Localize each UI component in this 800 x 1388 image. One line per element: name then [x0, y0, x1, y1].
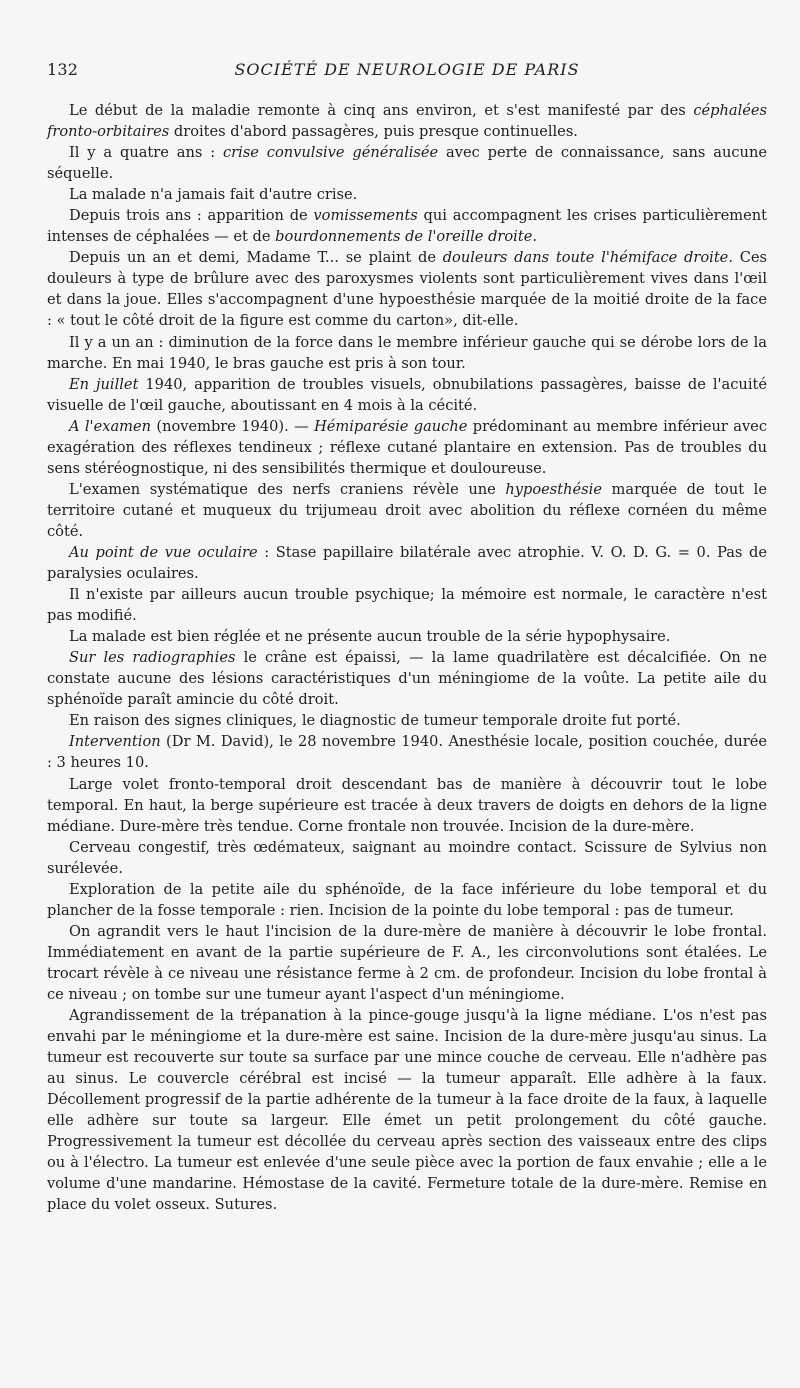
- paragraph: [47, 879, 767, 921]
- paragraph: [47, 731, 767, 773]
- paragraph: [47, 542, 767, 584]
- italic-phrase: bourdonnements de l'oreille droite.: [275, 228, 537, 246]
- italic-phrase: douleurs dans toute l'hémiface droite.: [442, 249, 733, 267]
- text-run: : Stase papillaire bilatérale avec atrophie. V. O. D. G. = 0. Pas de paralysies oculaires.: [47, 543, 767, 583]
- italic-phrase: crise convulsive généralisée: [223, 144, 439, 162]
- text-run: En raison des signes cliniques, le diagnostic de tumeur temporale droite fut porté.: [69, 712, 681, 730]
- italic-phrase: Sur les radiographies: [69, 649, 236, 667]
- paragraph: [47, 1005, 767, 1215]
- text-run: Ces douleurs à type de brûlure avec des paroxysmes violents sont particulièrement vives dans l'œil et dans la joue. Elles s'accompagnent d'une hypoesthésie marquée de la moitié droite de la face : « tout le côté droit de la figure est comme du carton», dit-elle.: [47, 249, 768, 330]
- text-run: qui accompagnent les crises particulièrement intenses de céphalées — et de: [47, 207, 767, 246]
- text-run: Le début de la maladie remonte à cinq ans environ, et s'est manifesté par des: [69, 102, 694, 119]
- paragraph: [47, 626, 767, 647]
- article-body: [47, 100, 767, 1215]
- text-run: Agrandissement de la trépanation à la pince-gouge jusqu'à la ligne médiane. L'os n'est pas envahi par le méningiome et la dure-mère est saine. Incision de la dure-mère jusqu'au sinus. La tumeur est recouverte sur toute sa surface par une mince couche de cerveau. Elle n'adhère pas au sinus. Le couvercle cérébral est incisé — la tumeur apparaît. Elle adhère à la faux. Décollement progressif de la partie adhérente de la tumeur à la face droite de la faux, à laquelle elle adhère sur toute sa largeur. Elle émet un petit prolongement du côté gauche. Progressivement la tumeur est décollée du cerveau après section des vaisseaux entre des clips ou à l'électro. La tumeur est enlevée d'une seule pièce avec la portion de faux envahie ; elle a le volume d'une mandarine. Hémostase de la cavité. Fermeture totale de la dure-mère. Remise en place du volet osseux. Sutures.: [47, 1007, 767, 1214]
- italic-phrase: hypoesthésie: [505, 480, 602, 498]
- text-run: On agrandit vers le haut l'incision de la dure-mère de manière à découvrir le lobe frontal. Immédiatement en avant de la partie supérieure de F. A., les circonvolutions sont étalées. Le trocart révèle à ce niveau une résistance ferme à 2 cm. de profondeur. Incision du lobe frontal à ce niveau ; on tombe sur une tumeur ayant l'aspect d'un méningiome.: [47, 922, 767, 1003]
- paragraph: [47, 647, 767, 710]
- text-run: Cerveau congestif, très œdémateux, saignant au moindre contact. Scissure de Sylvius non surélevée.: [47, 838, 767, 877]
- text-run: Large volet fronto-temporal droit descendant bas de manière à découvrir tout le lobe temporal. En haut, la berge supérieure est tracée à deux travers de doigts en dehors de la ligne médiane. Dure-mère très tendue. Corne frontale non trouvée. Incision de la dure-mère.: [47, 775, 767, 835]
- paragraph: [47, 374, 767, 416]
- italic-phrase: Hémiparésie gauche: [314, 417, 468, 435]
- paragraph: [47, 774, 767, 837]
- text-run: L'examen systématique des nerfs craniens révèle une: [69, 480, 506, 498]
- italic-phrase: A l'examen: [69, 417, 152, 435]
- paragraph: [47, 247, 767, 331]
- running-title: SOCIÉTÉ DE NEUROLOGIE DE PARIS: [234, 60, 580, 79]
- text-run: Depuis un an et demi, Madame T... se plaint de: [69, 249, 443, 267]
- paragraph: [47, 921, 767, 1005]
- italic-phrase: En juillet: [69, 375, 139, 393]
- paragraph: [47, 837, 767, 879]
- text-run: Exploration de la petite aile du sphénoïde, de la face inférieure du lobe temporal et du plancher de la fosse temporale : rien. Incision de la pointe du lobe temporal : pas de tumeur.: [47, 880, 767, 919]
- paragraph: [47, 142, 767, 184]
- text-run: Depuis trois ans : apparition de: [69, 207, 314, 225]
- text-run: marquée de tout le territoire cutané et muqueux du trijumeau droit avec abolition du réflexe cornéen du même côté.: [47, 480, 767, 540]
- page-number: 132: [47, 60, 79, 79]
- page-header: [47, 60, 767, 86]
- paragraph: [47, 332, 767, 374]
- text-run: (Dr M. David), le 28 novembre 1940. Anesthésie locale, position couchée, durée : 3 heures 10.: [47, 733, 767, 772]
- italic-phrase: Intervention: [69, 733, 161, 751]
- text-run: (novembre 1940). —: [151, 417, 315, 435]
- text-run: Il y a quatre ans :: [69, 144, 223, 162]
- paragraph: [47, 710, 767, 731]
- paragraph: [47, 479, 767, 542]
- text-run: 1940, apparition de troubles visuels, obnubilations passagères, baisse de l'acuité visuelle de l'œil gauche, aboutissant en 4 mois à la cécité.: [47, 375, 767, 414]
- text-run: La malade est bien réglée et ne présente aucun trouble de la série hypophysaire.: [69, 628, 671, 646]
- text-run: Il n'existe par ailleurs aucun trouble psychique; la mémoire est normale, le caractère n'est pas modifié.: [47, 586, 767, 625]
- text-run: le crâne est épaissi, — la lame quadrilatère est décalcifiée. On ne constate aucune des lésions caractéristiques d'un méningiome de la voûte. La petite aile du sphénoïde paraît amincie du côté droit.: [47, 649, 767, 709]
- text-run: Il y a un an : diminution de la force dans le membre inférieur gauche qui se dérobe lors de la marche. En mai 1940, le bras gauche est pris à son tour.: [47, 333, 767, 372]
- italic-phrase: vomissements: [313, 207, 418, 225]
- paragraph: [47, 100, 767, 142]
- paragraph: [47, 184, 767, 205]
- paragraph: [47, 205, 767, 247]
- italic-phrase: Au point de vue oculaire: [69, 543, 258, 561]
- paragraph: [47, 584, 767, 626]
- text-run: droites d'abord passagères, puis presque continuelles.: [169, 123, 578, 141]
- text-run: prédominant au membre inférieur avec exagération des réflexes tendineux ; réflexe cutané plantaire en extension. Pas de troubles du sens stéréognostique, ni des sensibilités thermique et douloureuse.: [47, 417, 767, 477]
- text-run: La malade n'a jamais fait d'autre crise.: [69, 186, 358, 204]
- paragraph: [47, 416, 767, 479]
- italic-phrase: céphalées fronto-orbitaires: [47, 102, 767, 141]
- text-run: avec perte de connaissance, sans aucune séquelle.: [47, 144, 767, 183]
